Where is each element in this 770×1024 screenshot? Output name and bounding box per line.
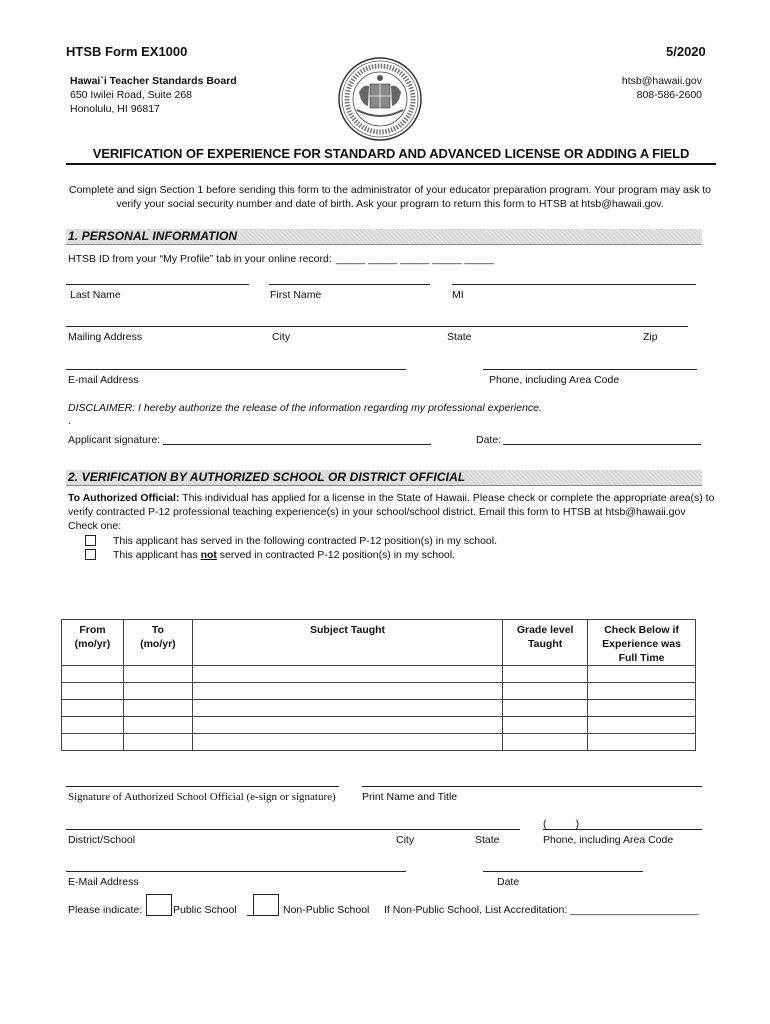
- col-to: To (mo/yr): [123, 620, 192, 666]
- form-id: HTSB Form EX1000: [66, 44, 188, 59]
- email-label: E-mail Address: [68, 374, 139, 386]
- nonpublic-school-checkbox[interactable]: [253, 894, 279, 916]
- cell-from[interactable]: [62, 700, 124, 717]
- last-name-field[interactable]: [66, 284, 249, 285]
- cell-fulltime[interactable]: [588, 717, 696, 734]
- section-2-heading: 2. VERIFICATION BY AUTHORIZED SCHOOL OR DISTRICT OFFICIAL: [66, 470, 702, 486]
- served-option-label: This applicant has served in the following contracted P-12 position(s) in my school.: [113, 535, 498, 547]
- official-phone-label: Phone, including Area Code: [543, 834, 674, 846]
- table-header-row: [62, 620, 696, 666]
- applicant-signature-field[interactable]: [163, 444, 431, 445]
- cell-subject[interactable]: [192, 683, 502, 700]
- title-rule: [66, 163, 716, 165]
- official-email-field[interactable]: [66, 871, 406, 872]
- cell-fulltime[interactable]: [588, 683, 696, 700]
- table-row: [62, 666, 696, 683]
- org-email: htsb@hawaii.gov: [621, 75, 702, 87]
- nonpublic-school-label: Non-Public School: [283, 904, 370, 916]
- cell-from[interactable]: [62, 683, 124, 700]
- cell-fulltime[interactable]: [588, 734, 696, 751]
- email-field[interactable]: [66, 369, 406, 370]
- zip-label: Zip: [643, 331, 658, 343]
- table-row: [62, 717, 696, 734]
- col-subject: Subject Taught: [192, 620, 502, 666]
- official-signature-field[interactable]: [66, 786, 339, 787]
- not-served-option-label: This applicant has not served in contracted P-12 position(s) in my school.: [113, 549, 455, 561]
- cell-to[interactable]: [123, 734, 192, 751]
- org-address-1: 650 Iwilei Road, Suite 268: [70, 89, 192, 101]
- phone-label: Phone, including Area Code: [489, 374, 620, 386]
- official-city-label: City: [396, 834, 415, 846]
- intro-line-1: Complete and sign Section 1 before sending this form to the administrator of your educator preparation program. Your program may ask to: [68, 184, 711, 196]
- city-label: City: [272, 331, 291, 343]
- first-name-field[interactable]: [269, 284, 430, 285]
- applicant-signature-label: Applicant signature:: [68, 434, 161, 446]
- cell-from[interactable]: [62, 717, 124, 734]
- cell-to[interactable]: [123, 666, 192, 683]
- not-served-checkbox[interactable]: [85, 549, 96, 560]
- mi-field[interactable]: [452, 284, 696, 285]
- col-grade: Grade level Taught: [503, 620, 588, 666]
- state-label: State: [447, 331, 472, 343]
- intro-line-2: verify your social security number and date of birth. Ask your program to return this form to HTSB at htsb@hawaii.gov.: [116, 198, 664, 210]
- official-date-label: Date: [497, 876, 520, 888]
- col-fulltime: Check Below if Experience was Full Time: [588, 620, 696, 666]
- form-title: VERIFICATION OF EXPERIENCE FOR STANDARD AND ADVANCED LICENSE OR ADDING A FIELD: [92, 146, 690, 161]
- table-row: [62, 734, 696, 751]
- cell-to[interactable]: [123, 700, 192, 717]
- district-school-label: District/School: [68, 834, 136, 846]
- phone-field[interactable]: [483, 369, 697, 370]
- cell-fulltime[interactable]: [588, 666, 696, 683]
- official-email-label: E-Mail Address: [68, 876, 139, 888]
- cell-grade[interactable]: [503, 734, 588, 751]
- col-from: From (mo/yr): [62, 620, 124, 666]
- cell-from[interactable]: [62, 734, 124, 751]
- official-state-label: State: [475, 834, 500, 846]
- print-name-field[interactable]: [362, 786, 702, 787]
- cell-from[interactable]: [62, 666, 124, 683]
- org-phone: 808-586-2600: [636, 89, 702, 101]
- official-phone-field[interactable]: [543, 829, 702, 830]
- district-school-field[interactable]: [66, 829, 520, 830]
- mailing-address-field[interactable]: [66, 326, 688, 327]
- cell-subject[interactable]: [192, 717, 502, 734]
- first-name-label: First Name: [270, 289, 322, 301]
- official-instructions: To Authorized Official: This individual has applied for a license in the State of Hawaii. Please check or complete the appropriate area(s) to: [68, 492, 715, 504]
- please-indicate-label: Please indicate:: [68, 904, 143, 916]
- public-school-checkbox[interactable]: [146, 894, 172, 916]
- mi-label: MI: [452, 289, 464, 301]
- official-instructions-2: verify contracted P-12 professional teaching experience(s) in your school/school district. Email this form to HTSB at htsb@hawaii.gov: [68, 506, 686, 518]
- accreditation-field[interactable]: If Non-Public School, List Accreditation: ______________________: [384, 904, 699, 916]
- form-date: 5/2020: [666, 44, 706, 59]
- cell-to[interactable]: [123, 683, 192, 700]
- htsb-id-field[interactable]: _____ _____ _____ _____ _____: [336, 253, 494, 265]
- cell-subject[interactable]: [192, 666, 502, 683]
- mailing-address-label: Mailing Address: [68, 331, 143, 343]
- htsb-id-label: HTSB ID from your “My Profile” tab in your online record:: [68, 253, 332, 265]
- disclaimer-dot: .: [68, 415, 71, 427]
- table-row: [62, 700, 696, 717]
- org-address-2: Honolulu, HI 96817: [70, 103, 160, 115]
- phone-area-parens: ( ): [543, 818, 580, 830]
- print-name-label: Print Name and Title: [362, 791, 458, 803]
- applicant-date-field[interactable]: [503, 444, 701, 445]
- applicant-date-label: Date:: [476, 434, 502, 446]
- cell-subject[interactable]: [192, 700, 502, 717]
- disclaimer: DISCLAIMER: I hereby authorize the release of the information regarding my professional experience.: [68, 402, 542, 414]
- table-row: [62, 683, 696, 700]
- cell-grade[interactable]: [503, 700, 588, 717]
- last-name-label: Last Name: [70, 289, 121, 301]
- served-checkbox[interactable]: [85, 535, 96, 546]
- public-school-label: Public School: [173, 904, 237, 916]
- cell-grade[interactable]: [503, 683, 588, 700]
- cell-grade[interactable]: [503, 666, 588, 683]
- experience-table: [61, 619, 696, 751]
- cell-subject[interactable]: [192, 734, 502, 751]
- official-date-field[interactable]: [483, 871, 643, 872]
- section-1-heading: 1. PERSONAL INFORMATION: [66, 229, 702, 245]
- cell-to[interactable]: [123, 717, 192, 734]
- check-one-label: Check one:: [68, 520, 122, 532]
- cell-fulltime[interactable]: [588, 700, 696, 717]
- state-of-hawaii-seal-icon: [337, 56, 423, 142]
- org-name: Hawai`i Teacher Standards Board: [70, 75, 237, 87]
- official-signature-label: Signature of Authorized School Official (e-sign or signature): [68, 791, 336, 803]
- cell-grade[interactable]: [503, 717, 588, 734]
